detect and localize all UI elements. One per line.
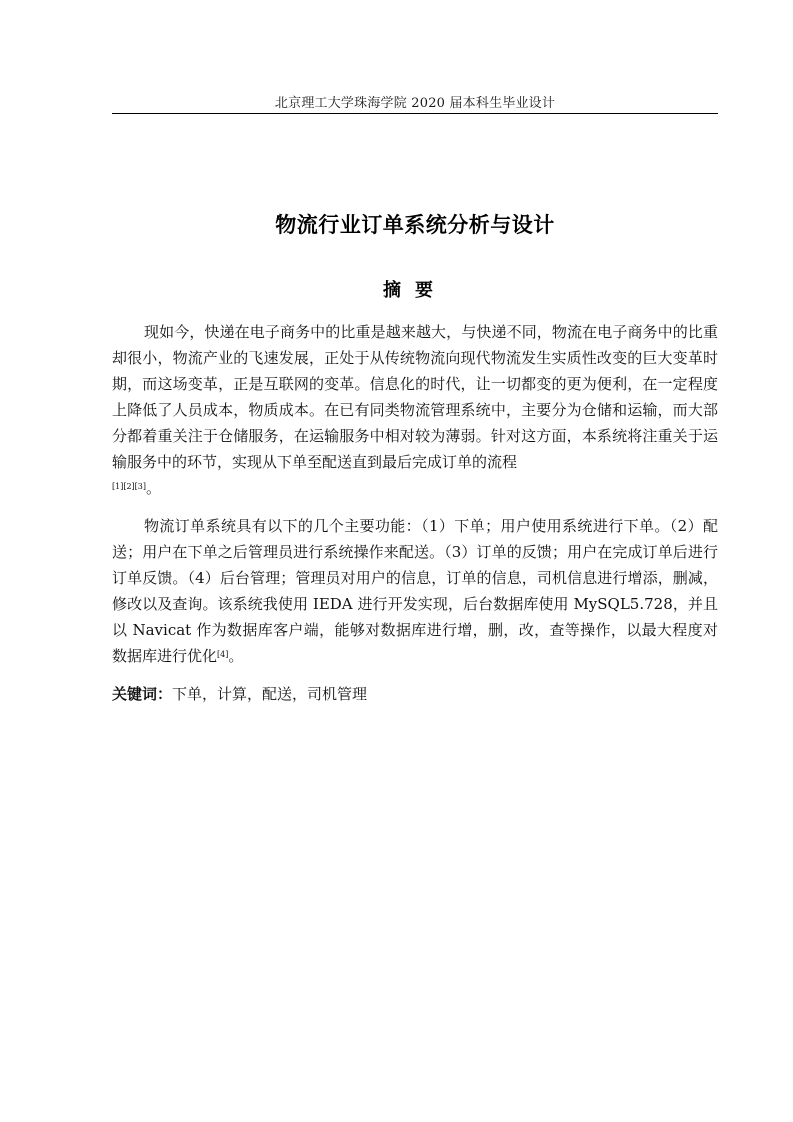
paragraph-text: 现如今，快递在电子商务中的比重是越来越大，与快递不同，物流在电子商务中的比重却很小，物流产业的飞速发展，正处于从传统物流向现代物流发生实质性改变的巨大变革时期，而这场变革，正是互联网的变革。信息化的时代，让一切都变的更为便利，在一定程度上降低了人员成本，物质成本。在已有同类物流管理系统中，主要分为仓储和运输，而大部分都着重关注于仓储服务，在运输服务中相对较为薄弱。针对这方面，本系统将注重关于运输服务中的环节，实现从下单至配送直到最后完成订单的流程: [112, 323, 718, 471]
keywords-line: [112, 681, 718, 707]
keywords-label: 关键词：: [112, 685, 173, 703]
paragraph-text: 物流订单系统具有以下的几个主要功能：（1）下单；用户使用系统进行下单。（2）配送；用户在下单之后管理员进行系统操作来配送。（3）订单的反馈；用户在完成订单后进行订单反馈。（4）后台管理；管理员对用户的信息，订单的信息，司机信息进行增添，删减，修改以及查询。该系统我使用 IEDA 进行开发实现，后台数据库使用 MySQL5.728，并且以 Navicat 作为数据库客户端，能够对数据库进行增，删，改，查等操作，以最大程度对数据库进行优化: [112, 517, 718, 665]
document-title: 物流行业订单系统分析与设计: [275, 213, 555, 237]
citation-marker: [4]: [217, 650, 229, 659]
keywords-value: 下单，计算，配送，司机管理: [172, 685, 368, 703]
citation-marker: [1][2][3]: [112, 482, 146, 491]
abstract-paragraph-1: [112, 319, 718, 501]
running-header: 北京理工大学珠海学院 2020 届本科生毕业设计: [274, 96, 556, 111]
abstract-heading: 摘要: [383, 280, 447, 301]
paragraph-ending: 。: [146, 479, 162, 497]
abstract-paragraph-2: [112, 513, 718, 669]
paragraph-ending: 。: [228, 647, 244, 665]
header-rule: [112, 113, 718, 114]
abstract-body: [112, 319, 718, 707]
